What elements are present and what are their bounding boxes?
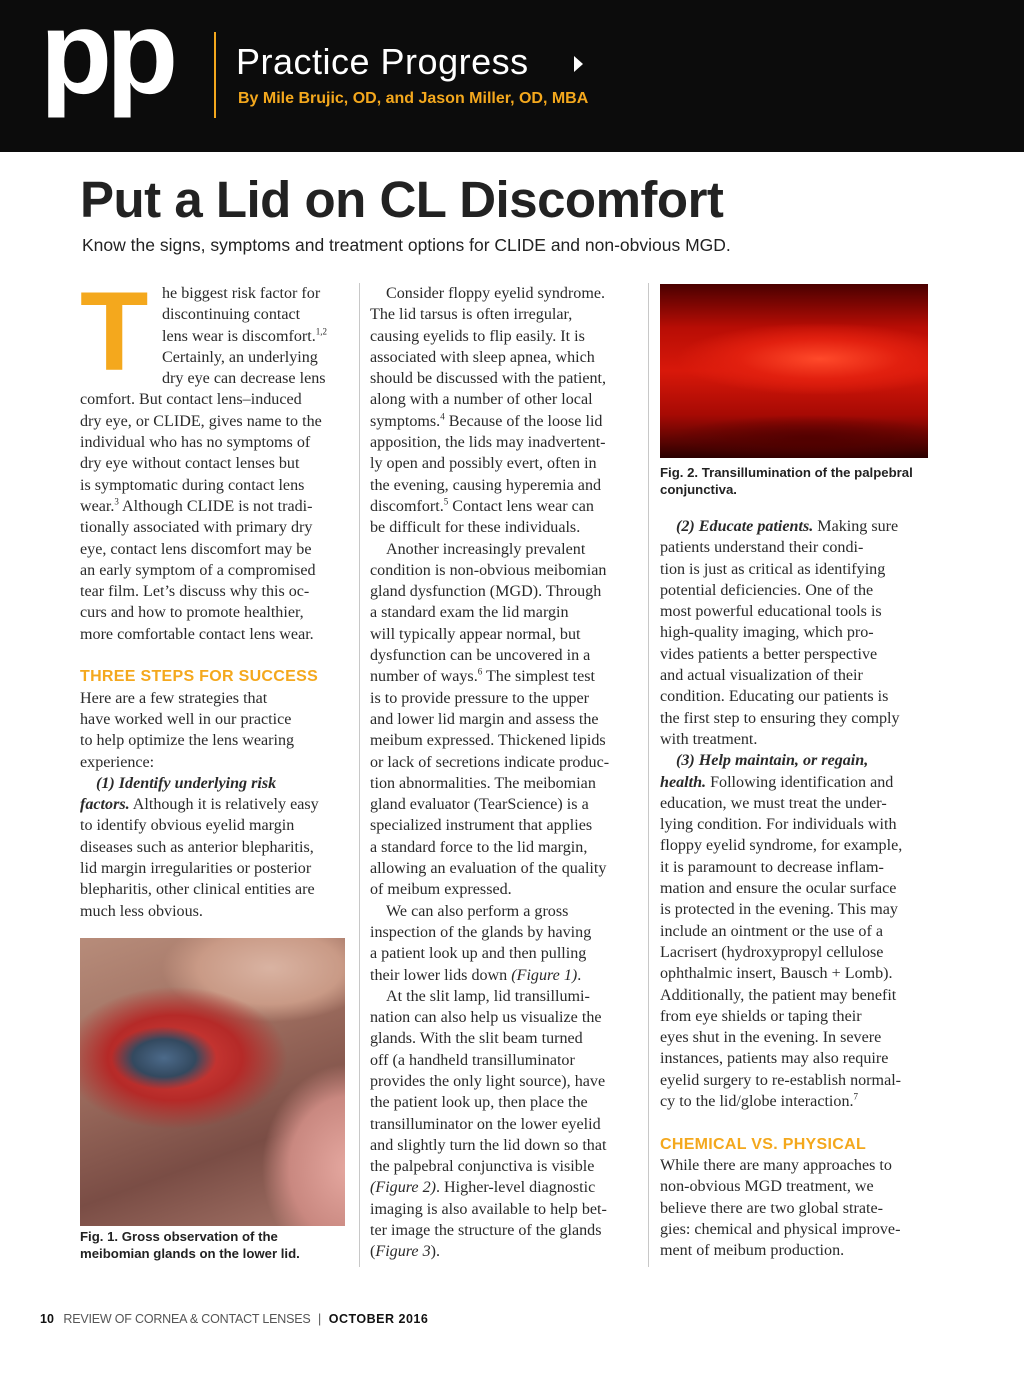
- text-line: tionally associated with primary dry: [80, 519, 313, 537]
- text-line: specialized instrument that applies: [370, 817, 593, 835]
- text-line: tion is just as critical as identifying: [660, 560, 886, 578]
- text-line: gland dysfunction (MGD). Through: [370, 583, 602, 601]
- figure-reference: (Figure 1): [511, 966, 578, 984]
- text-line: glands. With the slit beam turned: [370, 1030, 583, 1048]
- text-line: apposition, the lids may inadvertent-: [370, 434, 606, 452]
- text-span: Contact lens wear can: [448, 497, 594, 515]
- text-line: off (a handheld transilluminator: [370, 1051, 575, 1069]
- text-line: associated with sleep apnea, which: [370, 348, 595, 366]
- text-line: lid margin irregularities or posterior: [80, 860, 312, 878]
- figure-1-eye-photo: [80, 938, 345, 1226]
- text-line: blepharitis, other clinical entities are: [80, 881, 315, 899]
- play-arrow-icon: [574, 56, 583, 72]
- text-line: eyes shut in the evening. In severe: [660, 1029, 882, 1047]
- text-line: Here are a few strategies that: [80, 689, 268, 707]
- text-line: should be discussed with the patient,: [370, 370, 607, 388]
- header-divider: [214, 32, 216, 118]
- text-span: (: [370, 1243, 376, 1261]
- text-span: . Higher-level diagnostic: [436, 1179, 596, 1197]
- text-line: education, we must treat the under-: [660, 794, 887, 812]
- text-line: is to provide pressure to the upper: [370, 689, 590, 707]
- text-line: vides patients a better perspective: [660, 645, 878, 663]
- text-line: gland evaluator (TearScience) is a: [370, 796, 589, 814]
- text-line: While there are many approaches to: [660, 1156, 892, 1174]
- column-2: [370, 283, 636, 1263]
- figure-2-caption: Fig. 2. Transillumination of the palpebral conjunctiva.: [660, 465, 913, 497]
- text-line: curs and how to promote healthier,: [80, 604, 304, 622]
- text-line: We can also perform a gross: [386, 902, 569, 920]
- text-line: ter image the structure of the glands: [370, 1222, 602, 1240]
- step-label: (1) Identify underlying risk: [96, 774, 277, 792]
- footer-separator: |: [318, 1312, 322, 1326]
- citation-sup: 1,2: [315, 326, 327, 337]
- text-line: [660, 1091, 930, 1112]
- text-line: and slightly turn the lid down so that: [370, 1136, 607, 1154]
- text-line: diseases such as anterior blepharitis,: [80, 838, 314, 856]
- text-line: [660, 772, 930, 793]
- text-line: a patient look up and then pulling: [370, 945, 587, 963]
- text-line: dry eye can decrease lens: [162, 370, 326, 388]
- text-line: provides the only light source), have: [370, 1072, 606, 1090]
- text-line: Certainly, an underlying: [162, 348, 318, 366]
- text-line: more comfortable contact lens wear.: [80, 625, 314, 643]
- text-line: dysfunction can be uncovered in a: [370, 647, 591, 665]
- citation-sup: 5: [443, 496, 449, 507]
- text-line: allowing an evaluation of the quality: [370, 860, 607, 878]
- text-line: eyelid surgery to re-establish normal-: [660, 1071, 902, 1089]
- text-line: Lacrisert (hydroxypropyl cellulose: [660, 943, 884, 961]
- text-line: from eye shields or taping their: [660, 1007, 862, 1025]
- text-line: most powerful educational tools is: [660, 603, 882, 621]
- text-line: [80, 794, 350, 815]
- text-line: ly open and possibly evert, often in: [370, 455, 597, 473]
- pp-logo: pp: [40, 0, 173, 119]
- column-3: [660, 516, 930, 1261]
- figure-reference: Figure 3: [375, 1243, 431, 1261]
- figure-reference: (Figure 2): [370, 1179, 436, 1197]
- intro-paragraph: [80, 269, 350, 645]
- text-line: condition is non-obvious meibomian: [370, 561, 607, 579]
- text-line: with treatment.: [660, 730, 758, 748]
- text-line: will typically appear normal, but: [370, 625, 581, 643]
- text-line: instances, patients may also require: [660, 1050, 889, 1068]
- text-line: believe there are two global strate-: [660, 1199, 883, 1217]
- text-span: lens wear is discomfort.: [162, 327, 316, 345]
- text-span: Although CLIDE is not tradi-: [118, 497, 313, 515]
- column-rule: [648, 283, 649, 1267]
- citation-sup: 3: [114, 496, 119, 507]
- spacer: [80, 645, 350, 666]
- text-line: tion abnormalities. The meibomian: [370, 774, 596, 792]
- text-line: [370, 496, 636, 517]
- text-line: [660, 516, 930, 537]
- publication-name: REVIEW OF CORNEA & CONTACT LENSES: [63, 1312, 311, 1326]
- figure-2-transillumination-photo: [660, 284, 928, 458]
- text-line: lying condition. For individuals with: [660, 816, 897, 834]
- text-line: tear film. Let’s discuss why this oc-: [80, 583, 310, 601]
- spacer: [660, 1112, 930, 1133]
- text-line: to help optimize the lens wearing: [80, 732, 295, 750]
- article-title: Put a Lid on CL Discomfort: [80, 171, 724, 228]
- text-line: high-quality imaging, which pro-: [660, 624, 874, 642]
- text-line: meibum expressed. Thickened lipids: [370, 732, 606, 750]
- text-span: Making sure: [813, 518, 899, 535]
- text-span: The simplest test: [482, 668, 596, 686]
- text-line: a standard force to the lid margin,: [370, 838, 588, 856]
- text-line: gies: chemical and physical improve-: [660, 1220, 901, 1238]
- text-line: and actual visualization of their: [660, 667, 863, 685]
- page-footer: [40, 1312, 428, 1326]
- page-number: 10: [40, 1312, 54, 1326]
- text-line: imaging is also available to help bet-: [370, 1200, 607, 1218]
- text-line: At the slit lamp, lid transillumi-: [386, 987, 590, 1005]
- text-line: he biggest risk factor for: [162, 285, 321, 302]
- text-line: along with a number of other local: [370, 391, 593, 409]
- text-line: patients understand their condi-: [660, 539, 864, 557]
- text-line: ment of meibum production.: [660, 1242, 845, 1260]
- text-line: inspection of the glands by having: [370, 923, 592, 941]
- text-line: ophthalmic insert, Bausch + Lomb).: [660, 965, 893, 983]
- text-line: comfort. But contact lens–induced: [80, 391, 302, 409]
- text-span: wear.: [80, 497, 115, 515]
- text-line: of meibum expressed.: [370, 881, 512, 899]
- step-label: health.: [660, 773, 707, 791]
- text-line: [80, 496, 350, 517]
- step-label: (3) Help maintain, or regain,: [676, 752, 869, 770]
- column-rule: [359, 283, 360, 1267]
- drop-cap: T: [80, 269, 149, 394]
- text-line: include an ointment or the use of a: [660, 922, 884, 940]
- text-line: Consider floppy eyelid syndrome.: [386, 285, 606, 302]
- text-line: condition. Educating our patients is: [660, 688, 889, 706]
- byline: By Mile Brujic, OD, and Jason Miller, OD, MBA: [238, 90, 589, 107]
- text-line: The lid tarsus is often irregular,: [370, 306, 573, 324]
- text-line: [370, 1241, 636, 1262]
- text-line: dry eye, or CLIDE, gives name to the: [80, 412, 322, 430]
- figure-1-caption: Fig. 1. Gross observation of the meibomian glands on the lower lid.: [80, 1229, 300, 1261]
- citation-sup: 4: [440, 411, 445, 422]
- text-line: a standard exam the lid margin: [370, 604, 569, 622]
- text-span: cy to the lid/globe interaction.: [660, 1093, 854, 1111]
- section-heading: CHEMICAL VS. PHYSICAL: [660, 1135, 867, 1153]
- text-line: Additionally, the patient may benefit: [660, 986, 897, 1004]
- step-label: (2) Educate patients.: [676, 518, 814, 535]
- text-span: symptoms.: [370, 412, 441, 430]
- text-line: dry eye without contact lenses but: [80, 455, 300, 473]
- text-line: an early symptom of a compromised: [80, 561, 316, 579]
- text-span: their lower lids down: [370, 966, 512, 984]
- text-line: Another increasingly prevalent: [386, 540, 586, 558]
- text-line: nation can also help us visualize the: [370, 1009, 602, 1027]
- text-span: number of ways.: [370, 668, 478, 686]
- text-line: the patient look up, then place the: [370, 1094, 588, 1112]
- text-span: Because of the loose lid: [444, 412, 603, 430]
- citation-sup: 7: [853, 1091, 859, 1102]
- text-line: floppy eyelid syndrome, for example,: [660, 837, 903, 855]
- text-line: individual who has no symptoms of: [80, 434, 311, 452]
- text-line: causing eyelids to flip easily. It is: [370, 327, 585, 345]
- text-line: be difficult for these individuals.: [370, 519, 581, 537]
- text-line: [80, 773, 350, 794]
- article-subtitle: Know the signs, symptoms and treatment options for CLIDE and non-obvious MGD.: [82, 235, 731, 255]
- text-line: the evening, causing hyperemia and: [370, 476, 602, 494]
- text-line: [370, 411, 636, 432]
- text-line: to identify obvious eyelid margin: [80, 817, 295, 835]
- text-span: Although it is relatively easy: [129, 796, 319, 814]
- issue-date: OCTOBER 2016: [328, 1312, 429, 1326]
- series-title: Practice Progress: [236, 41, 529, 82]
- text-line: the first step to ensuring they comply: [660, 709, 900, 727]
- citation-sup: 6: [477, 666, 483, 677]
- text-line: mation and ensure the ocular surface: [660, 880, 897, 898]
- section-heading: THREE STEPS FOR SUCCESS: [80, 668, 319, 686]
- text-line: eye, contact lens discomfort may be: [80, 540, 312, 558]
- text-line: discontinuing contact: [162, 306, 301, 324]
- text-span: discomfort.: [370, 497, 444, 515]
- masthead: [0, 0, 1024, 152]
- text-line: much less obvious.: [80, 902, 203, 920]
- text-span: Following identification and: [706, 773, 894, 791]
- text-line: is symptomatic during contact lens: [80, 476, 305, 494]
- text-span: .: [577, 966, 582, 984]
- column-1: [80, 269, 350, 922]
- text-line: is protected in the evening. This may: [660, 901, 898, 919]
- text-line: non-obvious MGD treatment, we: [660, 1178, 874, 1196]
- text-line: potential deficiencies. One of the: [660, 581, 874, 599]
- text-line: it is paramount to decrease inflam-: [660, 858, 884, 876]
- text-line: [660, 750, 930, 771]
- text-line: [370, 1177, 636, 1198]
- text-line: [370, 965, 636, 986]
- text-line: and lower lid margin and assess the: [370, 710, 599, 728]
- text-line: experience:: [80, 753, 155, 771]
- text-span: ).: [430, 1243, 441, 1261]
- text-line: [370, 666, 636, 687]
- step-label: factors.: [80, 796, 130, 814]
- text-line: have worked well in our practice: [80, 710, 292, 728]
- text-line: transilluminator on the lower eyelid: [370, 1115, 601, 1133]
- text-line: or lack of secretions indicate produc-: [370, 753, 610, 771]
- text-line: the palpebral conjunctiva is visible: [370, 1158, 595, 1176]
